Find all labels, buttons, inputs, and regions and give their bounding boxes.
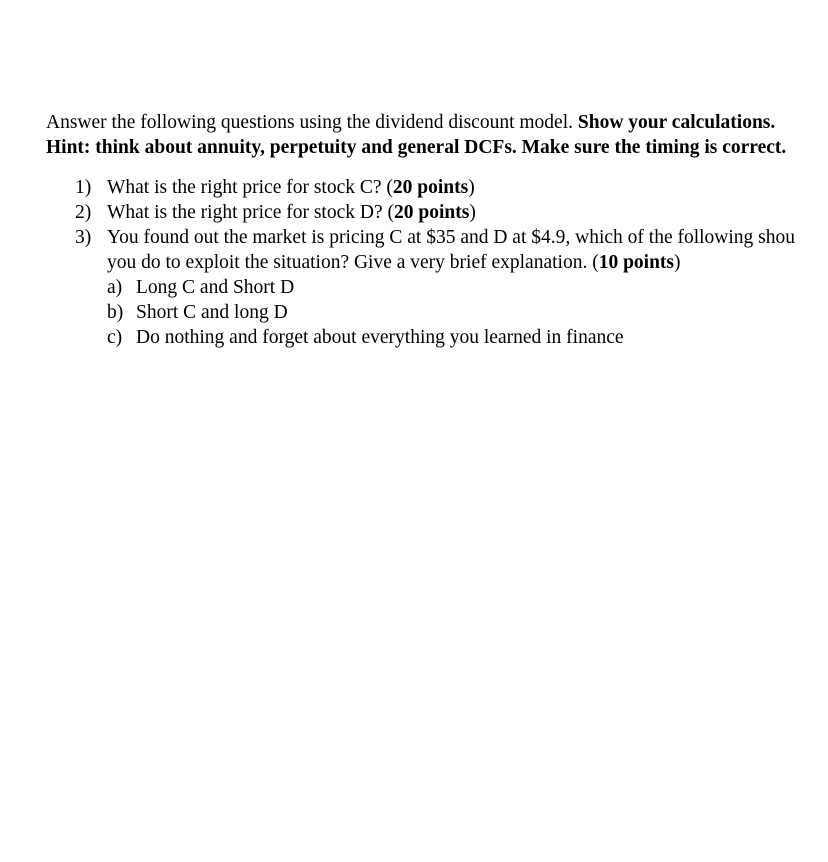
question-item	[46, 200, 828, 225]
intro-paragraph	[46, 110, 828, 135]
option-letter: c)	[107, 327, 123, 348]
intro-text: Answer the following questions using the dividend discount model.	[46, 112, 578, 133]
option-list	[46, 275, 828, 350]
question-close: )	[674, 252, 681, 273]
option-item	[46, 275, 828, 300]
hint-paragraph	[46, 135, 828, 160]
option-letter: a)	[107, 277, 123, 298]
intro-emphasis: Show your calculations.	[577, 112, 776, 133]
question-item	[46, 225, 828, 275]
option-text: Do nothing and forget about everything you learned in finance	[136, 327, 624, 348]
question-points: 20 points	[394, 202, 470, 223]
question-list	[46, 175, 828, 350]
question-text: What is the right price for stock D? (	[107, 202, 394, 223]
question-text-line-2: you do to exploit the situation? Give a very brief explanation. (	[107, 252, 599, 273]
option-text: Long C and Short D	[136, 277, 295, 298]
option-text: Short C and long D	[136, 302, 288, 323]
option-item	[46, 325, 828, 350]
question-number: 1)	[75, 177, 92, 198]
question-close: )	[469, 202, 476, 223]
document-body	[46, 110, 828, 350]
question-number: 3)	[75, 227, 92, 248]
hint-text: Hint: think about annuity, perpetuity and general DCFs. Make sure the timing is correct.	[46, 137, 787, 158]
question-points: 20 points	[392, 177, 469, 198]
question-text: What is the right price for stock C? (	[107, 177, 393, 198]
question-number: 2)	[75, 202, 92, 223]
option-letter: b)	[107, 302, 124, 323]
question-close: )	[468, 177, 475, 198]
question-points: 10 points	[598, 252, 675, 273]
question-text-line-1: You found out the market is pricing C at $35 and D at $4.9, which of the following shou	[107, 227, 796, 248]
question-item	[46, 175, 828, 200]
option-item	[46, 300, 828, 325]
